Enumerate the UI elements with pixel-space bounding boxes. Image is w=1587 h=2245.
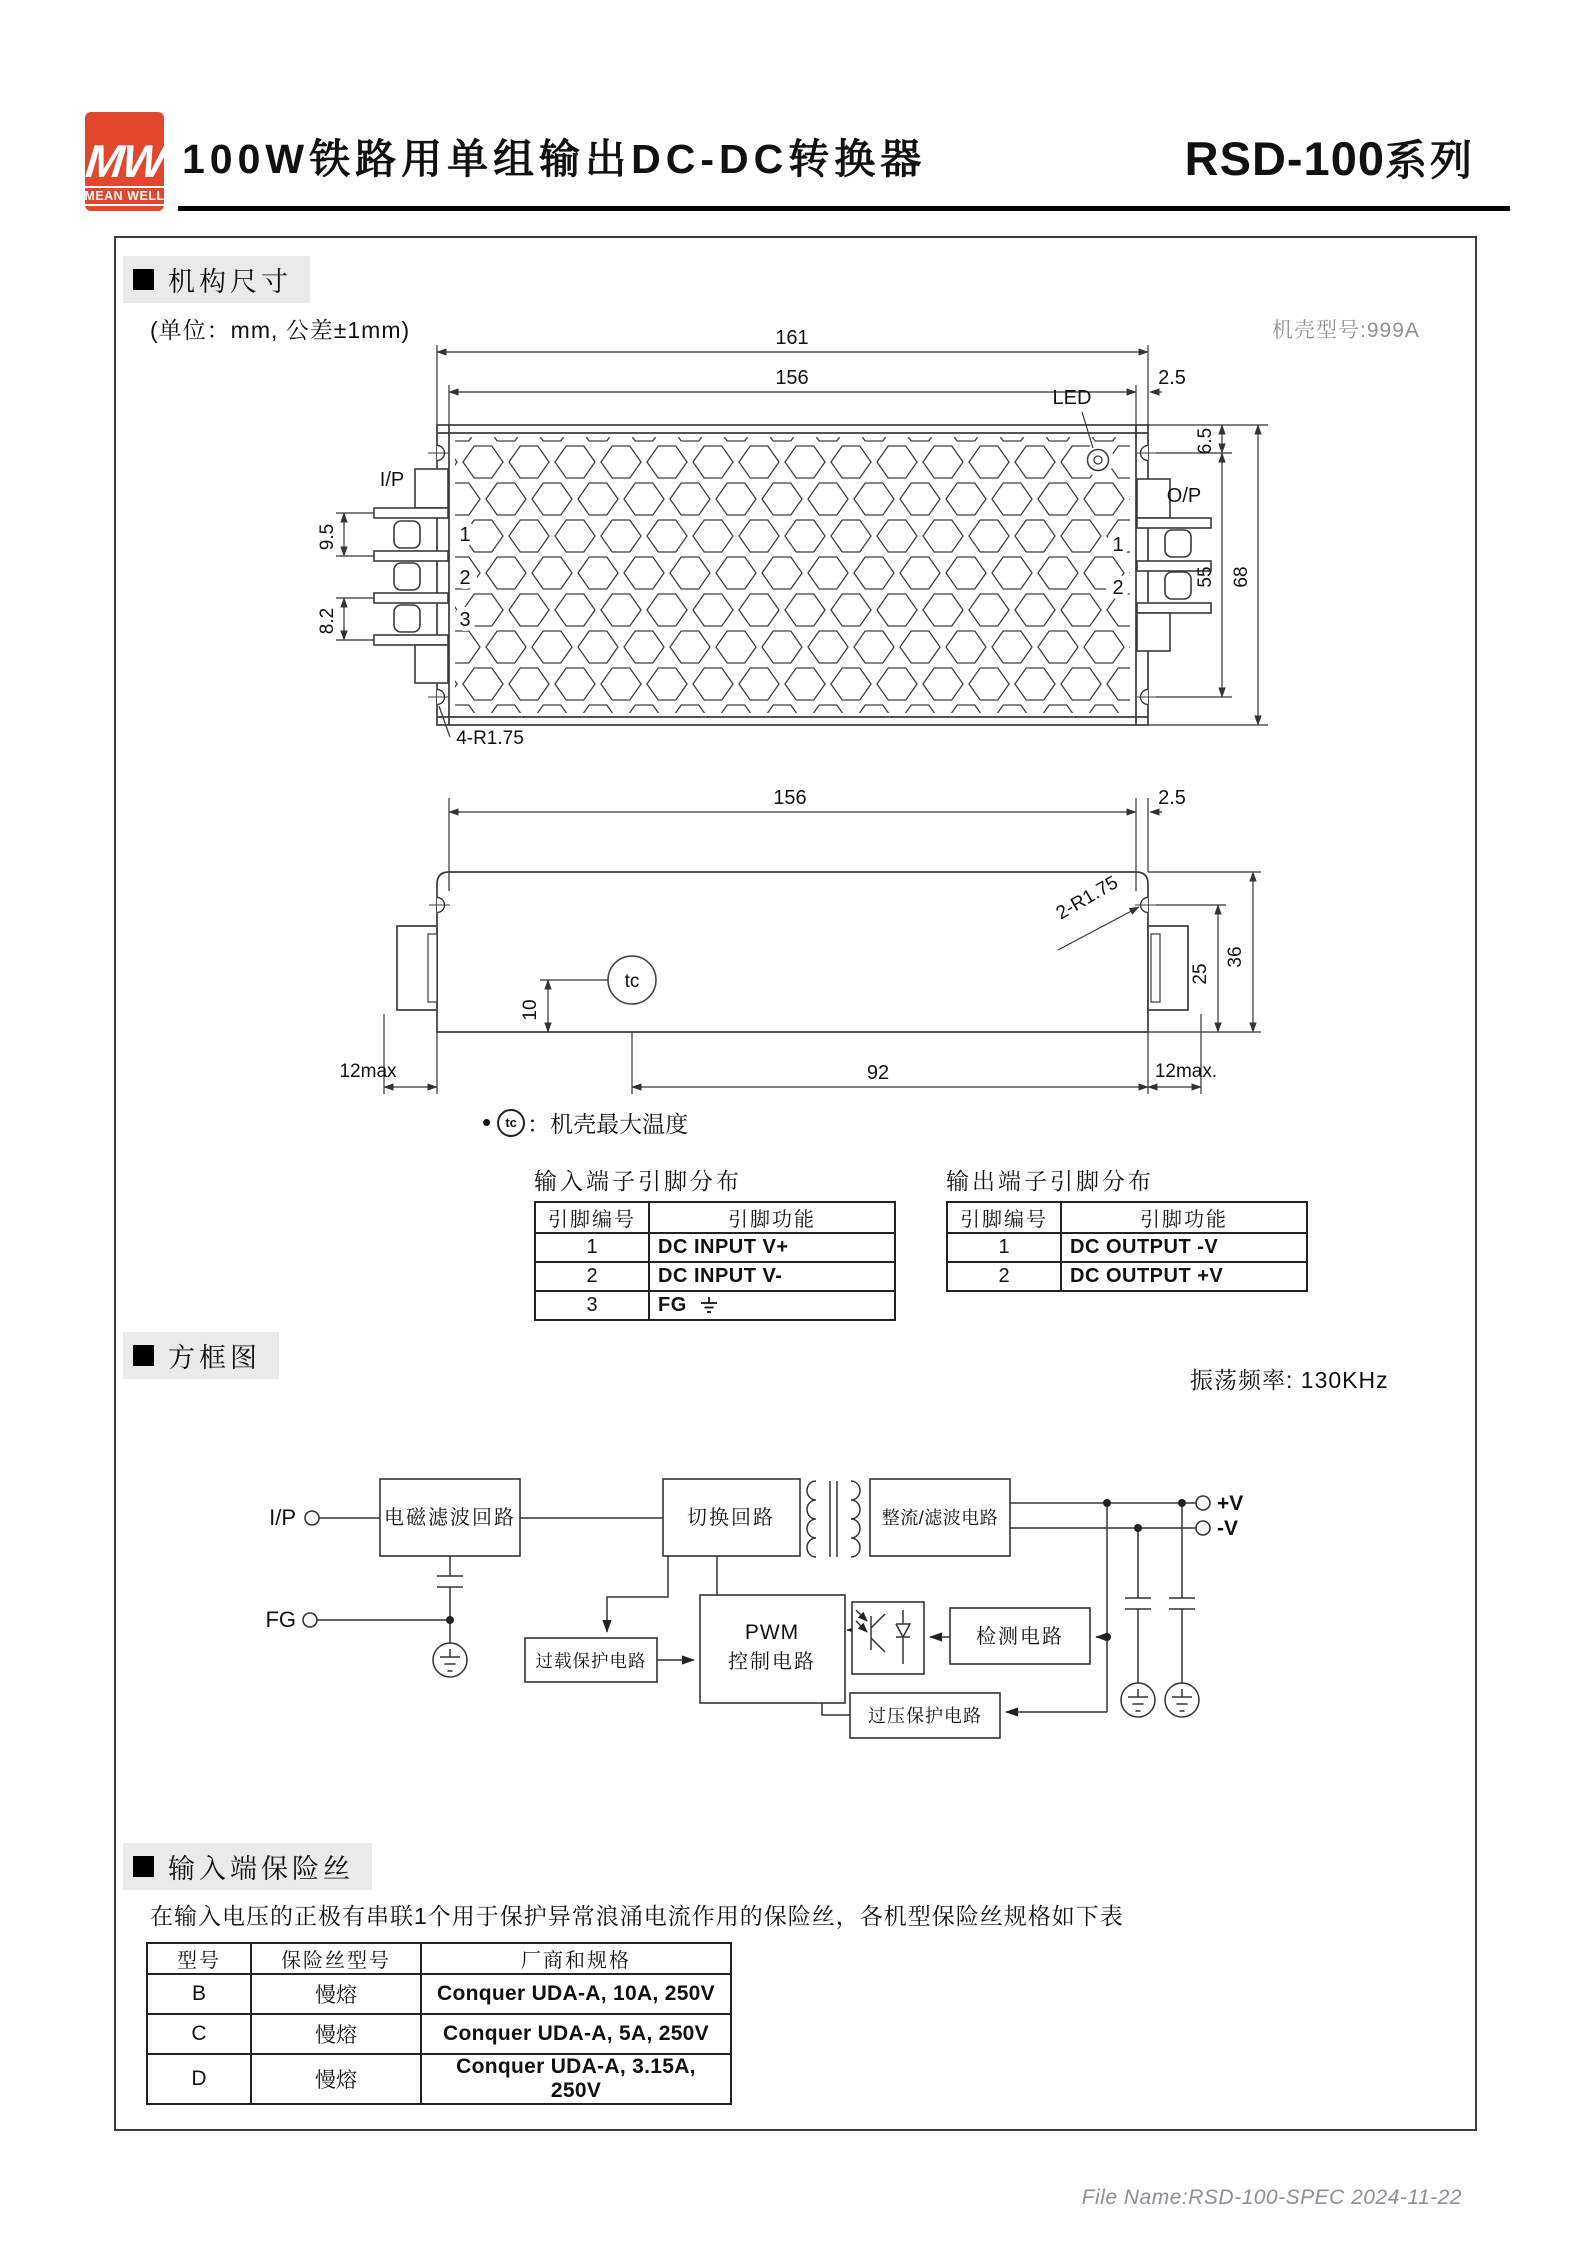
detection-label: 检测电路 [976,1626,1064,1648]
table-row [947,1233,1307,1262]
mean-well-logo [82,112,167,211]
unit-note: (单位：mm, 公差±1mm) [150,317,411,343]
section-marker-icon [133,1856,154,1877]
sv-12max-right: 12max. [1154,1061,1218,1082]
earth-ground-icon [1165,1683,1199,1717]
input-label: I/P [379,469,405,491]
model-cell: C [147,2014,251,2054]
ip-terminal [305,1511,319,1525]
in-pin-2: 2 [459,567,471,589]
dim-9-5: 9.5 [317,523,338,551]
series-suffix: 系列 [1384,137,1475,184]
output-pin-table-title: 输出端子引脚分布 [946,1168,1154,1194]
table-row [535,1291,895,1320]
output-pin-table-block [946,1163,1308,1292]
section-mechanical-header [123,256,310,303]
optocoupler-block [852,1602,924,1674]
fuse-type-cell: 慢熔 [251,2054,421,2104]
mfr-spec-cell: Conquer UDA-A, 3.15A, 250V [421,2054,731,2104]
vminus-terminal [1196,1521,1210,1535]
sv-dim-2-5: 2.5 [1158,787,1186,809]
chassis-outline [437,425,1148,725]
section-fuse-header [123,1843,372,1890]
pin-fn: DC INPUT V- [649,1262,895,1291]
tc-circle-icon: tc [497,1109,525,1137]
sv-dim-25: 25 [1190,963,1211,985]
emi-filter-label: 电磁滤波回路 [384,1507,516,1529]
table-row [147,1974,731,2014]
mfr-spec-cell: Conquer UDA-A, 5A, 250V [421,2014,731,2054]
table-row [147,2054,731,2104]
front-view-drawing [120,325,1470,790]
col-mfr-spec: 厂商和规格 [421,1943,731,1974]
model-cell: D [147,2054,251,2104]
logo-meanwell-text: MEAN WELL [79,186,169,206]
sv-dim-92: 92 [866,1062,890,1084]
in-pin-1: 1 [459,524,471,546]
fg-terminal [303,1613,317,1627]
table-row [947,1262,1307,1291]
earth-ground-icon [699,1296,719,1313]
oscillator-frequency: 振荡频率: 130KHz [1190,1367,1389,1393]
pwm-control-block [700,1595,845,1703]
capacitor-icon [1169,1598,1195,1609]
vminus-label: -V [1217,1517,1238,1540]
bullet-icon: • [482,1107,492,1137]
dim-55: 55 [1195,566,1216,588]
pin-fn: DC INPUT V+ [649,1233,895,1262]
fg-label: FG [265,1607,296,1632]
model-cell: B [147,1974,251,2014]
section-marker-icon [133,269,154,290]
fuse-type-cell: 慢熔 [251,2014,421,2054]
fuse-description: 在输入电压的正极有串联1个用于保护异常浪涌电流作用的保险丝，各机型保险丝规格如下表 [150,1903,1124,1929]
pin-fn: DC OUTPUT -V [1061,1233,1307,1262]
vplus-label: +V [1217,1492,1244,1515]
led-label: LED [1052,387,1092,409]
input-pin-table-title: 输入端子引脚分布 [534,1168,742,1194]
input-pin-table [534,1201,896,1321]
switching-label: 切换回路 [687,1507,775,1529]
pin-fn: FG [649,1291,895,1320]
overload-label: 过载保护电路 [535,1651,647,1671]
col-model: 型号 [147,1943,251,1974]
header-rule [178,206,1510,211]
ip-label: I/P [269,1505,296,1530]
file-name-footer: File Name:RSD-100-SPEC 2024-11-22 [1081,2186,1462,2209]
fuse-table [146,1942,732,2105]
table-row [535,1233,895,1262]
dim-161: 161 [775,327,809,349]
dim-6-5: 6.5 [1195,427,1216,455]
pwm-label-1: PWM [744,1621,800,1644]
transformer-icon [807,1481,860,1557]
sv-dim-156: 156 [773,787,807,809]
vplus-terminal [1196,1496,1210,1510]
tc-point [608,956,656,1004]
sv-dim-10: 10 [520,999,541,1021]
col-pin-fn: 引脚功能 [649,1202,895,1233]
dim-68: 68 [1231,566,1252,588]
overvoltage-label: 过压保护电路 [868,1706,982,1726]
capacitor-icon [437,1576,463,1587]
pin-no: 2 [535,1262,649,1291]
table-row [535,1262,895,1291]
earth-ground-icon [433,1643,467,1677]
tc-note [482,1106,688,1139]
vent-mesh [455,437,1130,713]
series-code: RSD-100 [1184,132,1385,185]
mfr-spec-cell: Conquer UDA-A, 10A, 250V [421,1974,731,2014]
dim-156: 156 [775,367,809,389]
pin-no: 2 [947,1262,1061,1291]
pin-no: 1 [535,1233,649,1262]
input-pin-table-block [534,1163,896,1321]
section-marker-icon [133,1345,154,1366]
tc-note-text: ：机壳最大温度 [527,1111,689,1137]
pin-no: 3 [535,1291,649,1320]
table-row [147,2014,731,2054]
dim-2-5: 2.5 [1158,367,1186,389]
block-diagram [150,1425,1470,1805]
pin-no: 1 [947,1233,1061,1262]
col-pin-no: 引脚编号 [947,1202,1061,1233]
capacitor-icon [1125,1598,1151,1609]
case-model-note: 机壳型号:999A [1272,319,1420,342]
pin-fn: DC OUTPUT +V [1061,1262,1307,1291]
pwm-label-2: 控制电路 [728,1651,816,1673]
out-pin-1: 1 [1112,534,1124,556]
sv-corner-radius: 2-R1.75 [1052,872,1122,925]
side-view-drawing [120,785,1470,1140]
corner-radius-label: 4-R1.75 [456,728,524,749]
dim-8-2: 8.2 [317,607,338,635]
col-pin-no: 引脚编号 [535,1202,649,1233]
tc-label: tc [624,971,640,992]
section-mechanical-title: 机构尺寸 [168,267,292,297]
col-fuse-type: 保险丝型号 [251,1943,421,1974]
section-fuse-title: 输入端保险丝 [168,1854,354,1884]
output-label: O/P [1166,485,1202,507]
fuse-table-block [146,1942,732,2105]
series-title [1185,128,1475,188]
sv-dim-36: 36 [1225,946,1246,968]
section-block-diagram-title: 方框图 [168,1343,261,1373]
sv-12max-left: 12max [339,1061,397,1082]
page-title: 100W铁路用单组输出DC-DC转换器 [182,136,927,182]
rectifier-label: 整流/滤波电路 [881,1508,999,1528]
in-pin-3: 3 [459,609,471,631]
col-pin-fn: 引脚功能 [1061,1202,1307,1233]
section-block-diagram-header [123,1332,279,1379]
earth-ground-icon [1121,1683,1155,1717]
output-pin-table [946,1201,1308,1292]
logo-mw-text: MW [82,135,167,187]
out-pin-2: 2 [1112,577,1124,599]
fuse-type-cell: 慢熔 [251,1974,421,2014]
led-indicator-hole [1082,444,1114,476]
